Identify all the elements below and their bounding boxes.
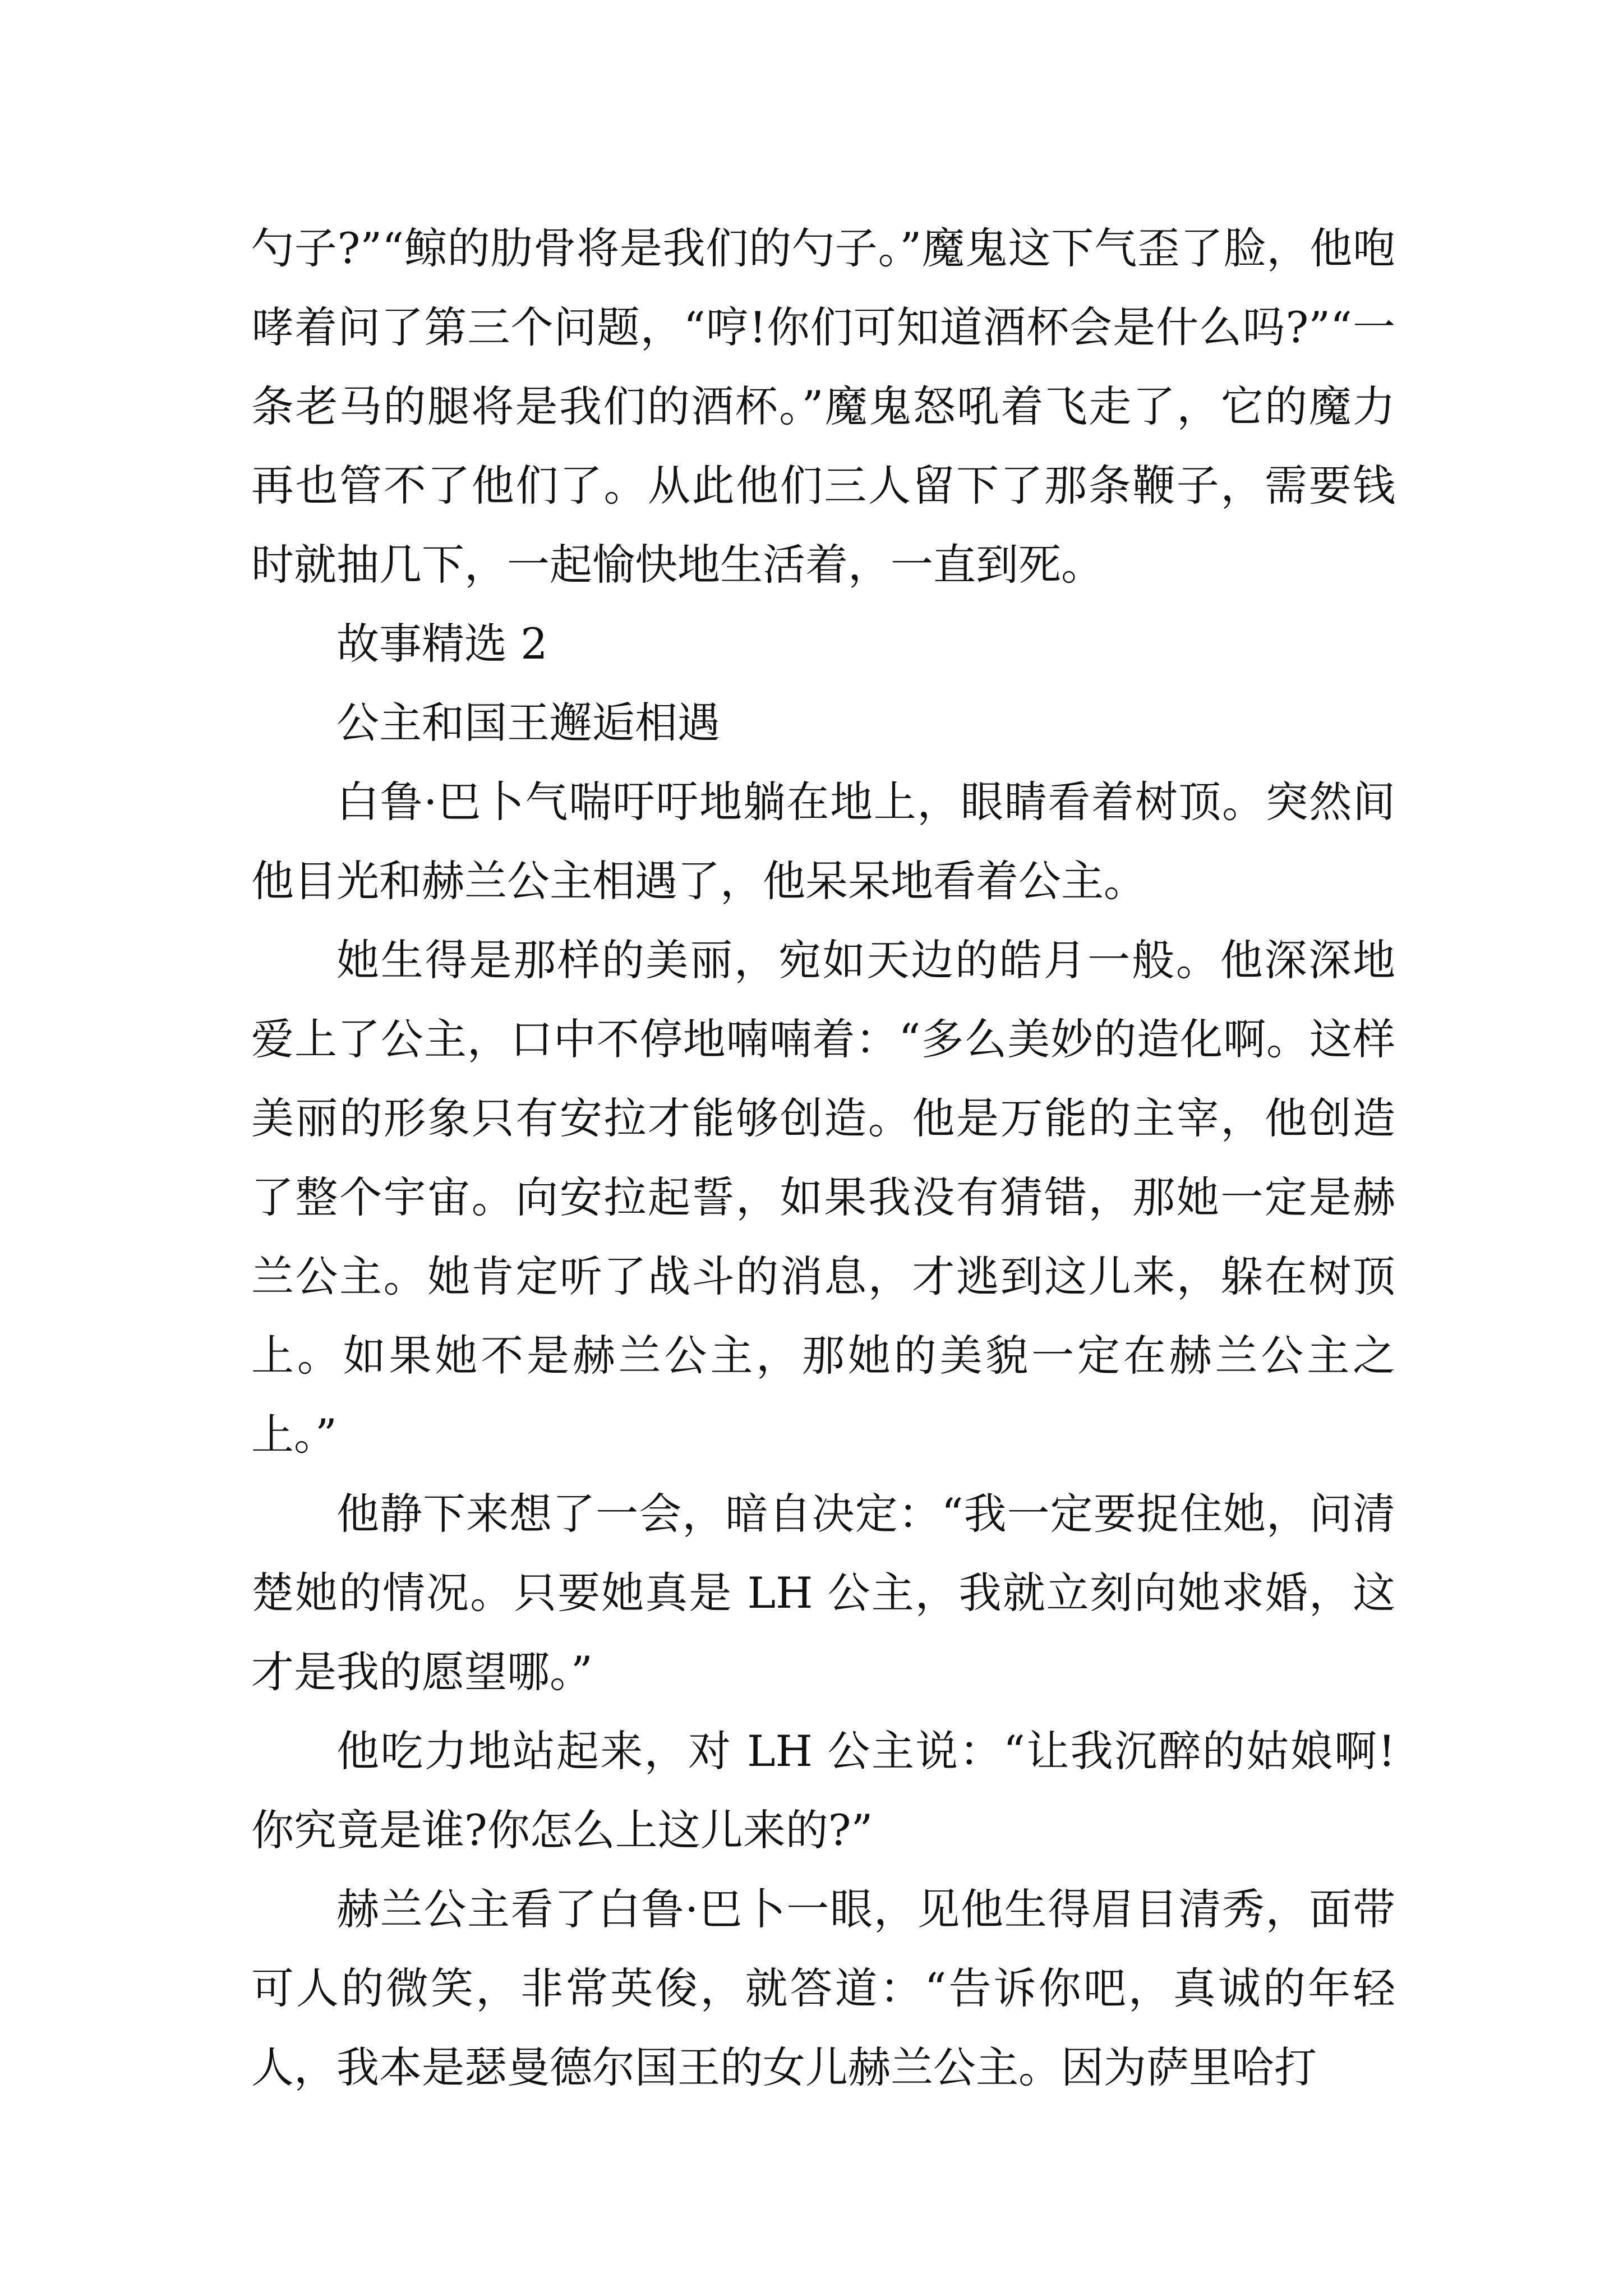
section-heading: 故事精选 2: [336, 619, 548, 669]
paragraph: 赫兰公主看了白鲁·巴卜一眼，见他生得眉目清秀，面带可人的微笑，非常英俊，就答道：“告诉你吧，真诚的年轻人，我本是瑟曼德尔国王的女儿赫兰公主。因为萨里哈打: [251, 1884, 1395, 2092]
paragraph: 他吃力地站起来，对 LH 公主说：“让我沉醉的姑娘啊!你究竟是谁?你怎么上这儿来的?”: [251, 1726, 1395, 1855]
paragraph: 她生得是那样的美丽，宛如天边的皓月一般。他深深地爱上了公主，口中不停地喃喃着：“多么美妙的造化啊。这样美丽的形象只有安拉才能够创造。他是万能的主宰，他创造了整个宇宙。向安拉起誓，如果我没有猜错，那她一定是赫兰公主。她肯定听了战斗的消息，才逃到这儿来，躲在树顶上。如果她不是赫兰公主，那她的美貌一定在赫兰公主之上。”: [251, 935, 1395, 1460]
story-title: 公主和国王邂逅相遇: [336, 698, 720, 748]
paragraph: 白鲁·巴卜气喘吁吁地躺在地上，眼睛看着树顶。突然间他目光和赫兰公主相遇了，他呆呆地看着公主。: [251, 777, 1395, 906]
paragraph-continued: 勺子?”“鲸的肋骨将是我们的勺子。”魔鬼这下气歪了脸，他咆哮着问了第三个问题，“哼!你们可知道酒杯会是什么吗?”“一条老马的腿将是我们的酒杯。”魔鬼怒吼着飞走了，它的魔力再也管不了他们了。从此他们三人留下了那条鞭子，需要钱时就抽几下，一起愉快地生活着，一直到死。: [251, 223, 1395, 590]
paragraph: 他静下来想了一会，暗自决定：“我一定要捉住她，问清楚她的情况。只要她真是 LH 公主，我就立刻向她求婚，这才是我的愿望哪。”: [251, 1489, 1395, 1697]
document-body: [251, 209, 1395, 2107]
